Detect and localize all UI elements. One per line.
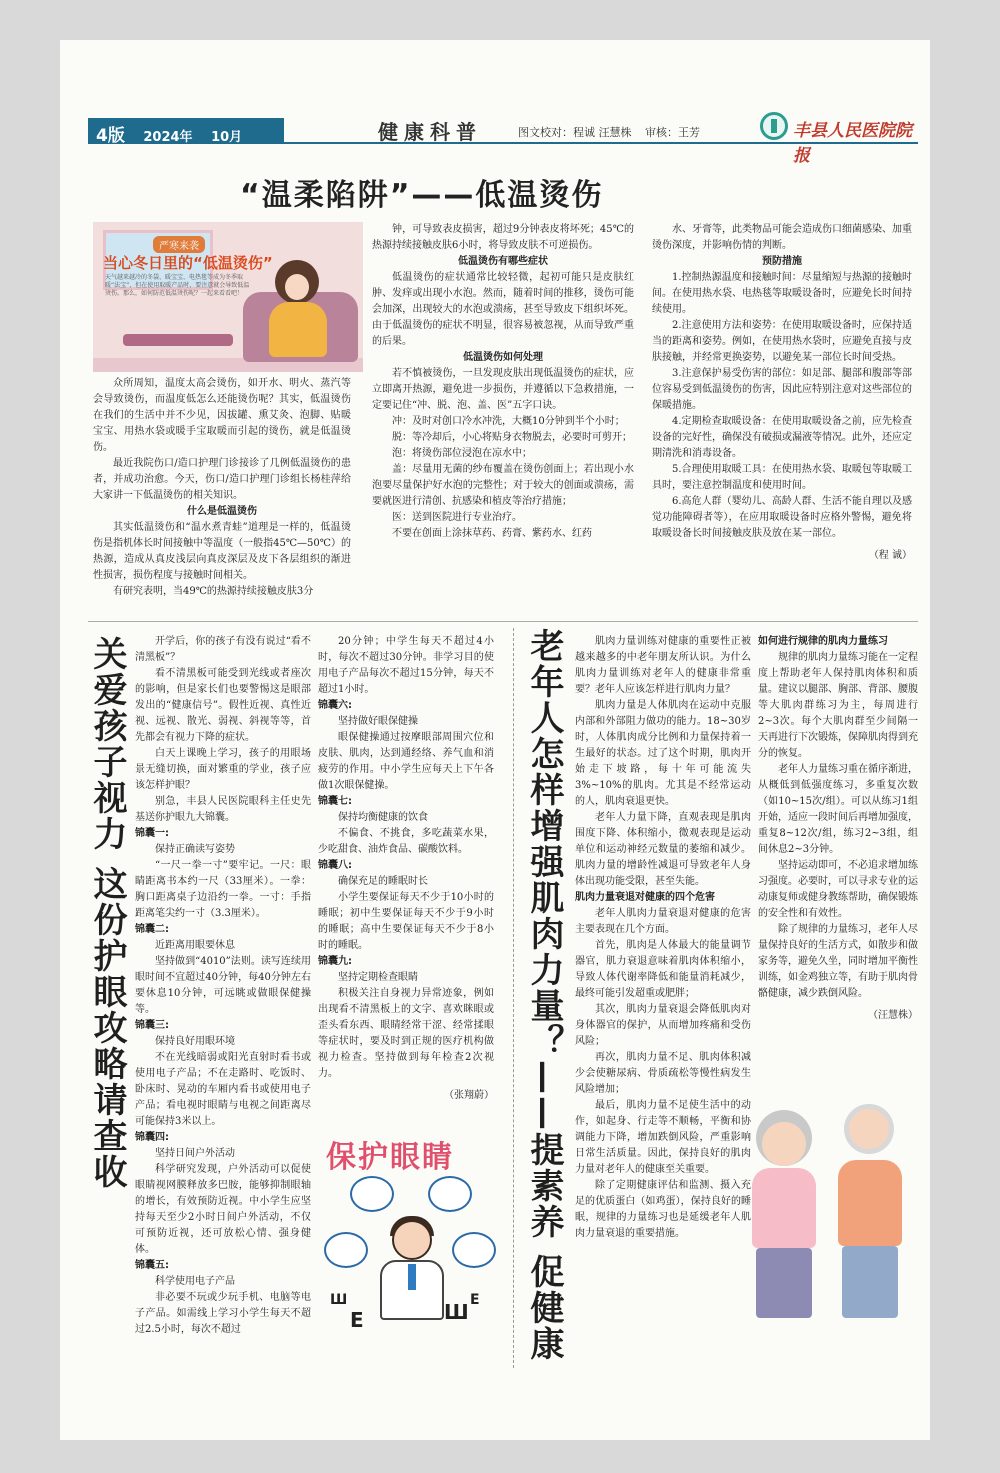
article1-illustration <box>93 222 363 372</box>
paragraph: 白天上课晚上学习，孩子的用眼场景无缝切换，面对繁重的学业，孩子应该怎样护眼？ <box>135 748 311 791</box>
paragraph: 不在光线暗弱或阳光直射时看书或使用电子产品；不在走路时、吃饭时、卧床时、晃动的车厢内看书或使用电子产品；看电视时眼睛与电视之间距离尽可能保持3米以上。 <box>135 1052 311 1127</box>
subheading: 低温烫伤有哪些症状 <box>458 256 548 267</box>
paragraph: 最后，肌肉力量不足使生活中的动作，如起身、行走等不顺畅，平衡和协调能力下降，增加跌倒风险，严重影响日常生活质量。因此，保持良好的肌肉力量对老年人的健康至关重要。 <box>575 1100 751 1175</box>
column-divider <box>513 628 514 1368</box>
author-signature: （汪慧株） <box>868 1010 918 1021</box>
nutrition-badge <box>350 1176 394 1212</box>
edition-number: 4版 <box>96 126 125 146</box>
article2-column-1 <box>135 634 311 1338</box>
subheading: 锦囊八: <box>318 860 352 871</box>
grandma-face-icon <box>762 1122 806 1166</box>
paragraph: 老年人肌肉力量衰退对健康的危害主要表现在几个方面。 <box>575 908 751 935</box>
subheading: 什么是低温烫伤 <box>187 506 257 517</box>
paragraph: 4.定期检查取暖设备：在使用取暖设备之前，应先检查设备的完好性，确保没有破损或漏液等情况。此外，还应定期清洗和消毒设备。 <box>652 416 912 459</box>
paragraph: 脱：等冷却后，小心将贴身衣物脱去，必要时可剪开； <box>392 432 632 443</box>
article1-column-3 <box>652 222 912 564</box>
paragraph: 科学研究发现，户外活动可以促使眼睛视网膜释放多巴胺，能够抑制眼轴的增长，有效预防近视。中小学生应坚持每天至少2小时日间户外活动，不仅可预防近视，还可放松心情、强身健体。 <box>135 1164 311 1255</box>
doctor-face-icon <box>392 1220 432 1260</box>
section-divider <box>88 621 918 622</box>
phone-badge <box>324 1232 368 1268</box>
paragraph: 除了定期健康评估和监测、摄入充足的优质蛋白（如鸡蛋），保持良好的睡眠，规律的力量练习也是延缓老年人肌肉力量衰退的重要措施。 <box>575 1180 751 1239</box>
paragraph: 最近我院伤口/造口护理门诊接诊了几例低温烫伤的患者，并成功治愈。今天，伤口/造口护理门诊组长杨桂萍给大家讲一下低温烫伤的相关知识。 <box>93 458 351 501</box>
paragraph: 坚持做好眼保健操 <box>338 716 418 727</box>
paragraph: 20分钟；中学生每天不超过4小时，每次不超过30分钟。非学习目的使用电子产品每次不超过15分钟，每天不超过1小时。 <box>318 636 494 695</box>
eye-chart-e-icon: E <box>350 1308 364 1332</box>
paragraph: 坚持定期检查眼睛 <box>338 972 418 983</box>
paragraph: 保持良好用眼环境 <box>155 1036 235 1047</box>
subheading: 锦囊五: <box>135 1260 169 1271</box>
paragraph: 1.控制热源温度和接触时间：尽量缩短与热源的接触时间。在使用热水袋、电热毯等取暖设备时，应避免长时间持续使用。 <box>652 272 912 315</box>
article1-title: “温柔陷阱”——低温烫伤 <box>240 178 604 213</box>
edition-year: 2024年 <box>143 130 193 145</box>
girl-face-icon <box>285 274 309 300</box>
paragraph: 坚持运动即可，不必追求增加练习强度。必要时，可以寻求专业的运动康复师或健身教练帮助，确保锻炼的安全性和有效性。 <box>758 860 918 919</box>
paragraph: 除了规律的力量练习，老年人尽量保持良好的生活方式，如散步和做家务等，避免久坐，同时增加平衡性训练，如金鸡独立等，有助于肌肉骨骼健康，减少跌倒风险。 <box>758 924 918 999</box>
paragraph: 众所周知，温度太高会烫伤，如开水、明火、蒸汽等会导致烫伤，而温度低怎么还能烫伤呢？其实，低温烫伤在我们的生活中并不少见，因拔罐、熏艾灸、泡脚、贴暖宝宝、用热水袋或暖手宝取暖而引起的烫伤，就是低温烫伤。 <box>93 378 351 453</box>
subheading: 锦囊六: <box>318 700 352 711</box>
article1-column-1 <box>93 376 351 600</box>
paragraph: 有研究表明，当49℃的热源持续接触皮肤3分 <box>113 586 314 597</box>
paragraph: 盖：尽量用无菌的纱布覆盖在烫伤创面上；若出现小水泡要尽量保护好水泡的完整性；对于较大的创面或溃疡，需要就医进行清创、抗感染和植皮等治疗措施； <box>372 464 634 507</box>
paragraph: 不要在创面上涂抹草药、药膏、紫药水、红药 <box>392 528 592 539</box>
hospital-logo-icon <box>760 112 788 140</box>
paragraph: 小学生要保证每天不少于10小时的睡眠；初中生要保证每天不少于9小时的睡眠；高中生要保证每天不少于8小时的睡眠。 <box>318 892 494 951</box>
paragraph: 近距离用眼要休息 <box>155 940 235 951</box>
paragraph: 确保充足的睡眠时长 <box>338 876 428 887</box>
article3-column-2 <box>758 634 918 1024</box>
subheading: 锦囊二: <box>135 924 169 935</box>
grandma-body-icon <box>752 1168 816 1248</box>
grandpa-legs-icon <box>842 1246 898 1318</box>
eye-badge <box>428 1176 472 1212</box>
article3-title <box>525 628 563 1362</box>
paragraph: 非必要不玩或少玩手机、电脑等电子产品。如需线上学习小学生每天不超过2.5小时，每次不超过 <box>135 1292 311 1335</box>
paragraph: 医：送到医院进行专业治疗。 <box>392 512 522 523</box>
grandma-legs-icon <box>756 1248 812 1318</box>
eye-care-illustration <box>320 1132 500 1352</box>
subheading: 锦囊九: <box>318 956 352 967</box>
hospital-name: 丰县人民医院院报 <box>793 121 912 166</box>
paragraph: 眼保健操通过按摩眼部周围穴位和皮肤、肌肉，达到通经络、养气血和消疲劳的作用。中小学生应每天上下午各做1次眼保健操。 <box>318 732 494 791</box>
subheading: 预防措施 <box>762 256 802 267</box>
subheading: 锦囊七: <box>318 796 352 807</box>
subheading: 锦囊三: <box>135 1020 169 1031</box>
girl-body-icon <box>269 302 327 357</box>
paragraph: 低温烫伤的症状通常比较轻微，起初可能只是皮肤红肿、发痒或出现小水泡。然而，随着时间的推移，烫伤可能会加深，出现较大的水泡或溃疡，甚至导致皮下组织坏死。由于低温烫伤的症状不明显，很容易被忽视，从而导致严重的后果。 <box>372 272 634 347</box>
paragraph: 看不清黑板可能受到光线或者座次的影响，但是家长们也要警惕这是眼部发出的“健康信号”。假性近视、真性近视、远视、散光、弱视、斜视等等，首先都会有视力下降的症状。 <box>135 668 311 743</box>
subheading: 如何进行规律的肌肉力量练习 <box>758 636 888 647</box>
grandpa-body-icon <box>838 1160 902 1246</box>
subheading: 低温烫伤如何处理 <box>463 352 543 363</box>
paragraph: 科学使用电子产品 <box>155 1276 235 1287</box>
article2-column-2 <box>318 634 494 1104</box>
paragraph: 保持正确读写姿势 <box>155 844 235 855</box>
article1-column-2 <box>372 222 634 542</box>
paragraph: 规律的肌肉力量练习能在一定程度上帮助老年人保持肌肉体积和质量。建议以腿部、胸部、背部、腰腹等大肌肉群练习为主，每周进行2~3次。每个大肌肉群至少间隔一天再进行下次锻炼，保障肌肉得到充分的恢复。 <box>758 652 918 759</box>
paragraph: 再次，肌肉力量不足、肌肉体积减少会使糖尿病、骨质疏松等慢性病发生风险增加； <box>575 1052 751 1095</box>
reviewer: 审核：王芳 <box>645 126 700 139</box>
subheading: 锦囊四: <box>135 1132 169 1143</box>
doctor-tie-icon <box>408 1264 416 1290</box>
paragraph: 坚持做到“4010”法则。读写连续用眼时间不宜超过40分钟，每40分钟左右要休息10分钟，可远眺或做眼保健操等。 <box>135 956 311 1015</box>
title-dash: —— <box>524 1060 564 1132</box>
paragraph: “一尺一拳一寸”要牢记。一尺：眼睛距离书本约一尺（33厘米）。一拳：胸口距离桌子边沿约一拳。一寸：手指距离笔尖约一寸（3.3厘米）。 <box>135 860 311 919</box>
grandpa-face-icon <box>844 1104 894 1154</box>
paragraph: 别急，丰县人民医院眼科主任史先基送你护眼九大锦囊。 <box>135 796 311 823</box>
outdoor-badge <box>452 1232 496 1268</box>
paragraph: 3.注意保护易受伤害的部位：如足部、腿部和腹部等部位容易受到低温烫伤的伤害，因此应特别注意对这些部位的保暖措施。 <box>652 368 912 411</box>
subheading: 肌肉力量衰退对健康的四个危害 <box>575 892 715 903</box>
paragraph: 钟，可导致表皮损害，超过9分钟表皮将坏死；45℃的热源持续接触皮肤6小时，将导致皮肤不可逆损伤。 <box>372 224 634 251</box>
paragraph: 积极关注自身视力异常迹象，例如出现看不清黑板上的文字、喜欢眯眼或歪头看东西、眼睛经常干涩、经常揉眼等症状时，要及时到正规的医疗机构做视力检查。坚持做到每年检查2次视力。 <box>318 988 494 1079</box>
paragraph: 泡：将烫伤部位浸泡在凉水中； <box>392 448 532 459</box>
credits <box>518 124 710 140</box>
illustration-title: 保护眼睛 <box>326 1140 454 1175</box>
paragraph: 冲：及时对创口冷水冲洗，大概10分钟到半个小时； <box>392 416 625 427</box>
page-header <box>88 116 918 166</box>
article3-title-main: 老年人怎样增强肌肉力量？ <box>524 628 564 1060</box>
paragraph: 保持均衡健康的饮食 <box>338 812 428 823</box>
article2-title: 关爱孩子视力 这份护眼攻略请查收 <box>87 636 127 1190</box>
poster-headline: 当心冬日里的“低温烫伤” <box>103 254 273 272</box>
section-title: 健康科普 <box>378 120 482 144</box>
author-signature: （张翔蔚） <box>444 1090 494 1101</box>
edition-banner <box>88 118 284 146</box>
edition-month: 10月 <box>211 130 243 145</box>
eye-chart-e-icon: E <box>470 1292 480 1308</box>
table-icon <box>123 334 233 346</box>
subheading: 锦囊一: <box>135 828 169 839</box>
paragraph: 肌肉力量是人体肌肉在运动中克服内部和外部阻力做功的能力。18~30岁时，人体肌肉成分比例和力量保持着一生最好的状态。过了这个时期，肌肉开始走下坡路，每十年可能流失3%~10%的肌肉。尤其是不经常运动的人，肌肉衰退更快。 <box>575 700 751 807</box>
proofreader: 图文校对：程诚 汪慧株 <box>518 126 632 139</box>
author-signature: （程 诚） <box>868 550 912 561</box>
article3-title-sub: 提素养 促健康 <box>524 1132 564 1362</box>
paragraph: 不偏食、不挑食，多吃蔬菜水果，少吃甜食、油炸食品、碳酸饮料。 <box>318 828 494 855</box>
poster-tag: 严寒来袭 <box>153 236 205 253</box>
paragraph: 肌肉力量训练对健康的重要性正被越来越多的中老年朋友所认识。为什么肌肉力量训练对老年人的健康非常重要？老年人应该怎样进行肌肉力量？ <box>575 636 751 695</box>
paragraph: 坚持日间户外活动 <box>155 1148 235 1159</box>
eye-chart-e-icon: Ш <box>444 1300 469 1324</box>
paragraph: 老年人力量练习重在循序渐进，从概低到低强度练习，多重复次数（如10~15次/组）。可以从练习1组开始，适应一段时间后再增加强度，重复8~12次/组，练习2~3组，组间休息2~3分钟。 <box>758 764 918 855</box>
paragraph: 其实低温烫伤和“温水煮青蛙”道理是一样的，低温烫伤是指机体长时间接触中等温度（一般指45℃—50℃）的热源，造成从真皮浅层向真皮深层及皮下各层组织的渐进性损害，损伤程度与接触时间相关。 <box>93 522 351 581</box>
paragraph: 水、牙膏等，此类物品可能会造成伤口细菌感染、加重烫伤深度，并影响伤情的判断。 <box>652 224 912 251</box>
paragraph: 5.合理使用取暖工具：在使用热水袋、取暖包等取暖工具时，要注意控制温度和使用时间。 <box>652 464 912 491</box>
paragraph: 6.高危人群（婴幼儿、高龄人群、生活不能自理以及感觉功能障碍者等），在应用取暖设备时应格外警惕，避免将取暖设备长时间接触皮肤及放在某一部位。 <box>652 496 912 539</box>
paragraph: 老年人力量下降，直观表现是肌肉围度下降、体积缩小，微观表现是运动单位和运动神经元数量的萎缩和减少。肌肉力量的增龄性减退可导致老年人身体出现功能受限，甚至失能。 <box>575 812 751 887</box>
seniors-exercise-illustration <box>746 1080 926 1340</box>
paragraph: 若不慎被烫伤，一旦发现皮肤出现低温烫伤的症状，应立即离开热源，避免进一步损伤，并遵循以下急救措施，一定要记住“冲、脱、泡、盖、医”五字口诀。 <box>372 368 634 411</box>
article3-column-1 <box>575 634 751 1242</box>
poster-caption: 天气越来越冷的冬袋、暖宝宝、电热毯等成为冬季取暖“法宝”，但在使用取暖产品时，要注意就会导致低温烫伤。那么，如何防范低温烫伤呢？一起来看看吧！ <box>105 274 250 297</box>
eye-chart-e-icon: Ш <box>330 1292 348 1308</box>
paragraph: 2.注意使用方法和姿势：在使用取暖设备时，应保持适当的距离和姿势。例如，在使用热水袋时，应避免直接与皮肤接触，并经常更换姿势，以避免某一部位长时间受热。 <box>652 320 912 363</box>
paragraph: 其次，肌肉力量衰退会降低肌肉对身体器官的保护，从而增加疼痛和受伤风险； <box>575 1004 751 1047</box>
paragraph: 开学后，你的孩子有没有说过“看不清黑板”？ <box>135 636 311 663</box>
paragraph: 首先，肌肉是人体最大的能量调节器官，肌力衰退意味着肌肉体积缩小，导致人体代谢率降低和能量消耗减少，最终可能引发超重或肥胖； <box>575 940 751 999</box>
